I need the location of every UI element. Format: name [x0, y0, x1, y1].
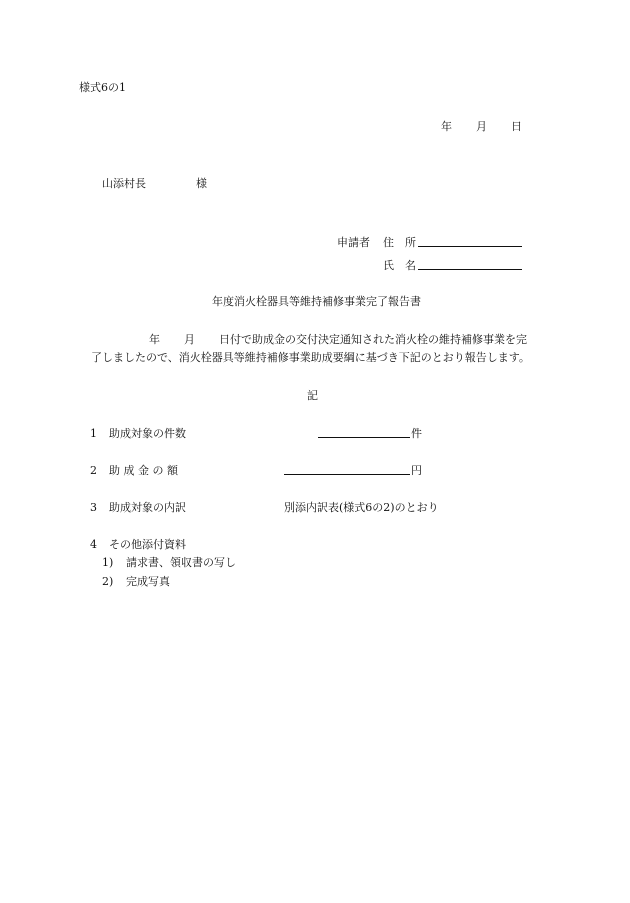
date-day-label: 日 [511, 120, 522, 133]
address-field[interactable] [418, 236, 522, 249]
attachment-label: 請求書、領収書の写し [126, 556, 236, 569]
item-suffix-amount: 円 [411, 464, 422, 477]
item-label-amount: 助 成 金 の 額 [109, 464, 178, 477]
name-label: 氏 名 [383, 259, 416, 272]
item-label-breakdown: 助成対象の内訳 [109, 501, 186, 514]
addressee-honorific: 様 [196, 177, 207, 190]
name-underline [418, 259, 522, 270]
body-year-label: 年 [149, 333, 160, 346]
ki-heading: 記 [307, 389, 318, 402]
item-value-breakdown: 別添内訳表(様式6の2)のとおり [284, 501, 439, 514]
count-underline [318, 427, 410, 438]
attachment-number: 1) [102, 556, 114, 569]
attachment-number: 2) [102, 575, 114, 588]
body-line-1: 日付で助成金の交付決定通知された消火栓の維持補修事業を完 [219, 333, 527, 346]
form-number: 様式6の1 [79, 81, 126, 94]
body-month-label: 月 [184, 333, 195, 346]
name-field[interactable] [418, 259, 522, 272]
item-number: 1 [90, 427, 97, 440]
applicant-label: 申請者 [337, 236, 370, 249]
item-number: 4 [90, 538, 97, 551]
item-number: 3 [90, 501, 97, 514]
address-label: 住 所 [383, 236, 416, 249]
item-suffix-count: 件 [411, 427, 422, 440]
amount-underline [284, 464, 410, 475]
attachment-label: 完成写真 [126, 575, 170, 588]
addressee-name: 山添村長 [102, 177, 146, 190]
address-underline [418, 236, 522, 247]
amount-field[interactable] [284, 464, 410, 477]
item-label-count: 助成対象の件数 [109, 427, 186, 440]
item-number: 2 [90, 464, 97, 477]
date-month-label: 月 [476, 120, 487, 133]
document-title: 年度消火栓器具等維持補修事業完了報告書 [212, 295, 421, 308]
item-label-attachments: その他添付資料 [109, 538, 186, 551]
count-field[interactable] [318, 427, 410, 440]
body-line-2: 了しましたので、消火栓器具等維持補修事業助成要綱に基づき下記のとおり報告します。 [91, 351, 530, 364]
date-year-label: 年 [441, 120, 452, 133]
